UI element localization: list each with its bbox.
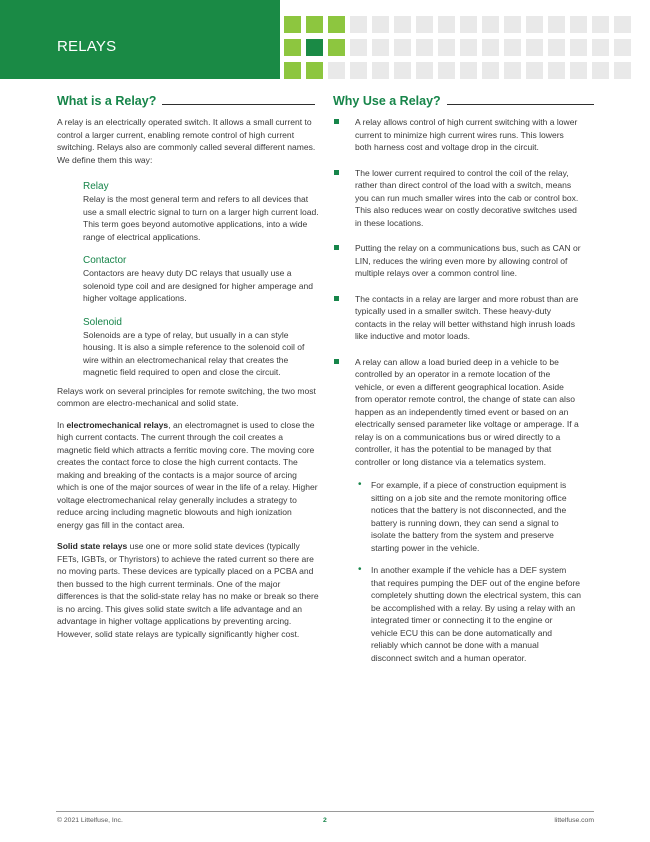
grid-square <box>614 16 631 33</box>
grid-square <box>416 16 433 33</box>
definition-text-relay: Relay is the most general term and refers to all devices that use a small electric signal to turn on a larger high current load. This term goes beyond automotive applications, into a wide range of electrical applications. <box>83 194 319 242</box>
grid-square <box>394 39 411 56</box>
grid-square <box>328 39 345 56</box>
grid-square <box>482 16 499 33</box>
round-bullet-icon: • <box>358 479 362 490</box>
grid-square <box>592 16 609 33</box>
solid-state-paragraph: Solid state relays use one or more solid state devices (typically FETs, IGBTs, or Thyristors) to achieve the rated current so there are no moving parts. These devices are typically placed on a PCBA and then bussed to the high current terminals. One of the major differences is that the solid-state relay has no make or break so there is no arcing. This gives solid state switch a life advantage and an advantage in higher voltage applications by preventing arcing. However, solid state relays are typically significantly higher cost. <box>57 541 319 639</box>
grid-square <box>416 62 433 79</box>
grid-square <box>504 39 521 56</box>
grid-square <box>592 39 609 56</box>
sub-list-item: • For example, if a piece of construction equipment is sitting on a job site and the remote monitoring office notices that the battery is not disconnected, and the battery is running down, they can send a signal to isolate the battery from the system and preserve starting power in the vehicle. <box>358 479 567 553</box>
definitions-list <box>57 180 319 379</box>
grid-square <box>350 16 367 33</box>
grid-square <box>526 39 543 56</box>
electromechanical-paragraph: In electromechanical relays, an electromagnet is used to close the high current contacts. The current through the coil creates a magnetic field which attracts a ferritic moving core. The moving core creates the contact force to close the high current contacts. The making and breaking of the contacts is a major source of arcing which is one of the major sources of wear in the life of a relay. Higher voltage electromechanical relay generally includes a strategy to reduce arcing including magnetic blowouts and high ionization energy gas fill in the contact area. <box>57 419 318 530</box>
grid-square <box>548 16 565 33</box>
grid-square <box>372 16 389 33</box>
left-column <box>57 116 319 640</box>
sub-list-item: • In another example if the vehicle has a DEF system that requires pumping the DEF out of the engine before completely shutting down the electrical system, this can be accomplished with a relay. By using a relay with an integrated timer or connecting it to the engine or vehicle ECU this can be done automatically and reliably which cannot be done with a manual disconnect switch and a human operator. <box>358 564 581 663</box>
grid-square <box>438 39 455 56</box>
grid-square <box>328 62 345 79</box>
footer-page-number: 2 <box>323 817 327 824</box>
grid-square <box>548 39 565 56</box>
list-item: The lower current required to control the coil of the relay, rather than direct control of the load with a switch, means you can run much smaller wires into the cab or control box. This also reduces wear on costly decorative switches used in these locations. <box>334 167 581 230</box>
grid-square <box>460 16 477 33</box>
grid-square <box>526 62 543 79</box>
heading-rule <box>162 104 315 105</box>
header-band <box>0 0 280 79</box>
grid-square <box>394 16 411 33</box>
definition-term-solenoid: Solenoid <box>83 316 122 328</box>
what-is-a-relay-heading: What is a Relay? <box>57 92 315 110</box>
grid-square <box>526 16 543 33</box>
square-bullet-icon <box>334 359 339 364</box>
grid-square <box>614 39 631 56</box>
page-title: RELAYS <box>57 38 117 55</box>
grid-square <box>350 62 367 79</box>
list-item: Putting the relay on a communications bus, such as CAN or LIN, reduces the wiring even more by allowing control of multiple relays over a common control line. <box>334 242 581 280</box>
why-use-a-relay-heading: Why Use a Relay? <box>333 92 594 110</box>
grid-square <box>284 62 301 79</box>
grid-square <box>394 62 411 79</box>
grid-square <box>284 39 301 56</box>
definition-text-solenoid: Solenoids are a type of relay, but usually in a can style housing. It is also a simple reference to the solenoid coil of wire within an electromechanical relay that creates the magnetic field required to open and close the circuit. <box>83 329 305 377</box>
right-column <box>334 116 581 664</box>
footer-website-link[interactable]: littelfuse.com <box>554 817 594 824</box>
grid-square <box>306 16 323 33</box>
grid-square <box>482 39 499 56</box>
list-item: A relay allows control of high current switching with a lower current to minimize high current wires runs. This lowers both harness cost and voltage drop in the circuit. <box>334 116 581 154</box>
grid-square <box>570 16 587 33</box>
grid-square <box>328 16 345 33</box>
footer-copyright: © 2021 Littelfuse, Inc. <box>57 817 123 824</box>
definition-term-relay: Relay <box>83 181 109 192</box>
grid-square <box>306 39 323 56</box>
grid-square <box>284 16 301 33</box>
grid-square <box>548 62 565 79</box>
square-bullet-icon <box>334 296 339 301</box>
grid-square <box>570 39 587 56</box>
definition-text-contactor: Contactors are heavy duty DC relays that usually use a solenoid type coil and are designed for higher amperage and higher voltage applications. <box>83 268 313 303</box>
principles-paragraph: Relays work on several principles for remote switching, the two most common are electro-mechanical and solid state. <box>57 385 316 408</box>
grid-square <box>482 62 499 79</box>
grid-square <box>438 62 455 79</box>
grid-square <box>460 62 477 79</box>
grid-square <box>504 16 521 33</box>
grid-square <box>350 39 367 56</box>
footer-rule <box>56 811 594 812</box>
square-bullet-icon <box>334 245 339 250</box>
round-bullet-icon: • <box>358 564 362 575</box>
grid-square <box>570 62 587 79</box>
list-item: A relay can allow a load buried deep in a vehicle to be controlled by an operator in a remote location of the vehicle, or even a different geographical location. Aside from operator remote control, the change of state can also happen as an independently timed event or based on an electrically sensed parameter like voltage or amperage. If a relay is on a communications bus or wired directly to a controller, it has the potential to be managed by that controller or long distance via a telematics system. <box>334 356 581 469</box>
square-bullet-icon <box>334 170 339 175</box>
grid-square <box>460 39 477 56</box>
grid-square <box>372 39 389 56</box>
list-item: The contacts in a relay are larger and more robust than are typically used in a smaller switch. These heavy-duty contacts in the relay will better withstand high inrush loads like inductive and motor loads. <box>334 293 581 343</box>
grid-square <box>592 62 609 79</box>
grid-square <box>438 16 455 33</box>
grid-square <box>306 62 323 79</box>
intro-paragraph: A relay is an electrically operated switch. It allows a small current to control a larger current, enabling remote control of high current switching. Relays also are commonly called several different names. We define them this way: <box>57 117 316 165</box>
heading-rule <box>447 104 594 105</box>
grid-square <box>416 39 433 56</box>
definition-term-contactor: Contactor <box>83 255 127 266</box>
grid-square <box>372 62 389 79</box>
square-bullet-icon <box>334 119 339 124</box>
grid-square <box>504 62 521 79</box>
grid-square <box>614 62 631 79</box>
